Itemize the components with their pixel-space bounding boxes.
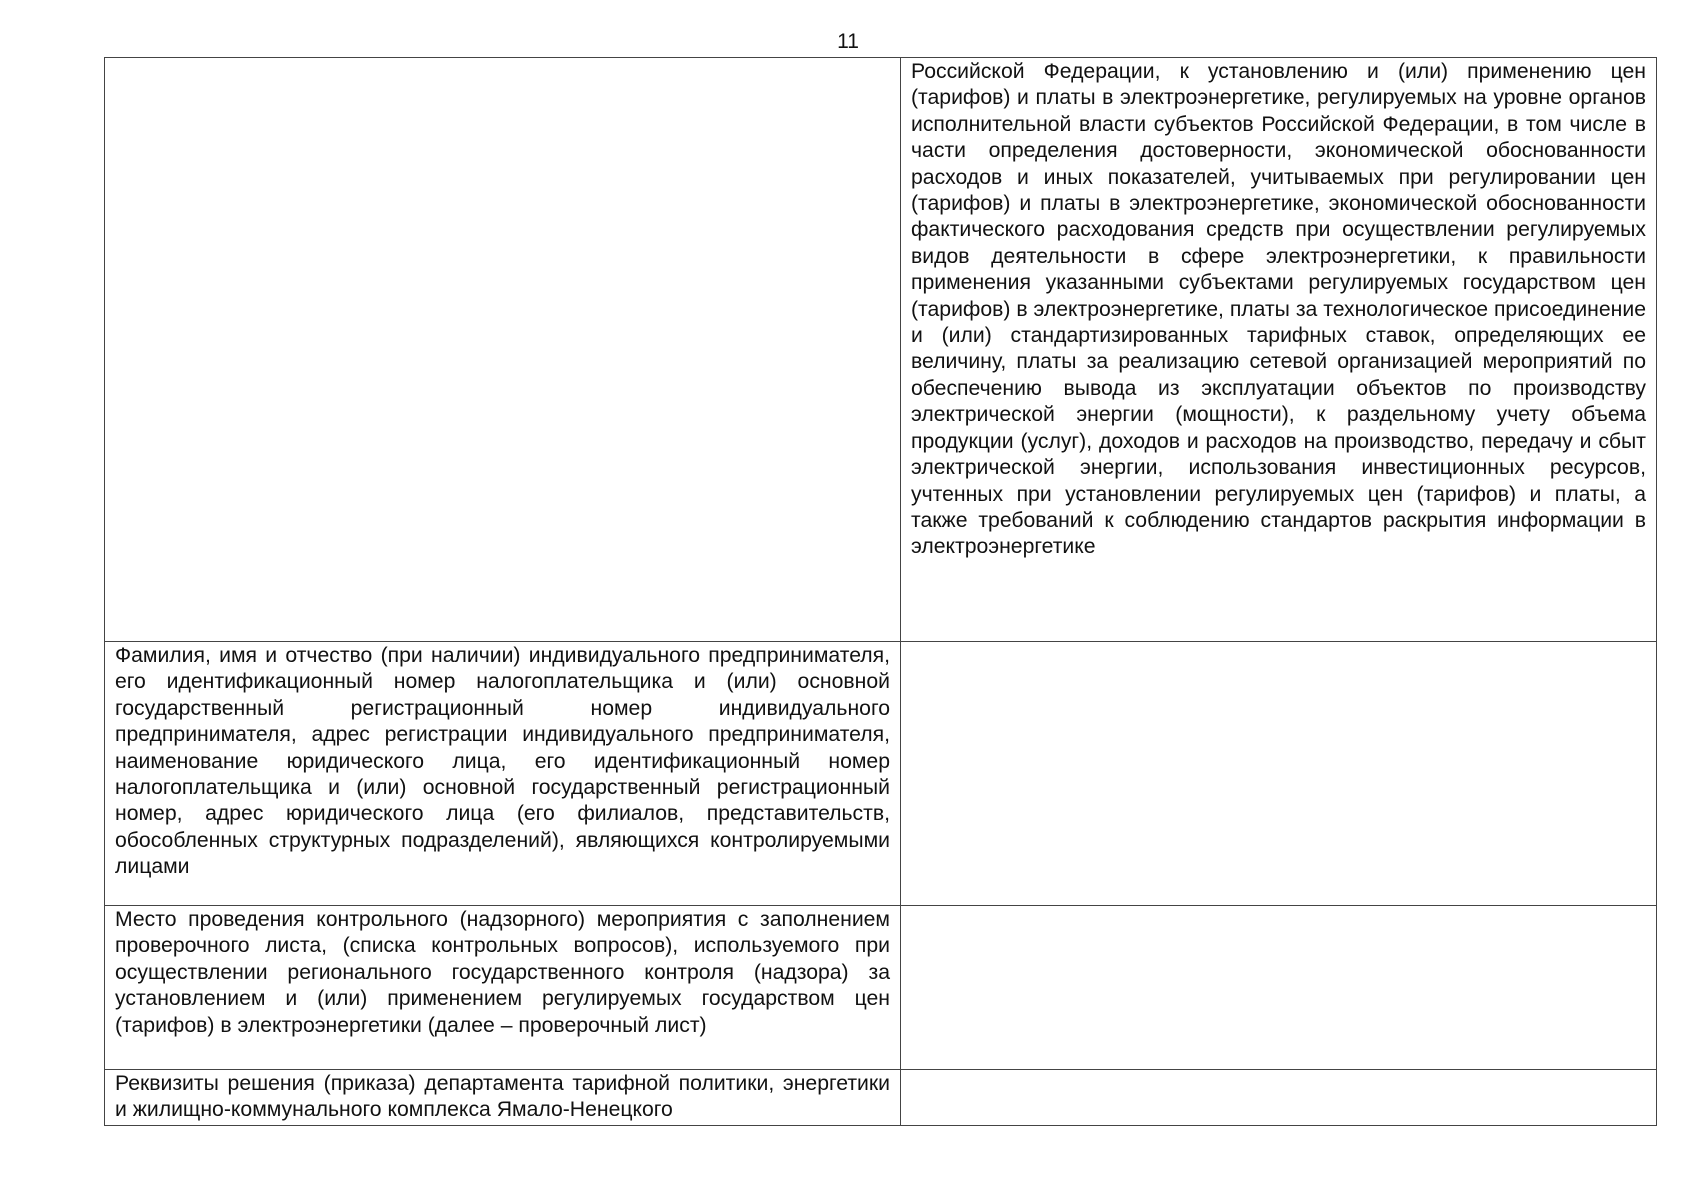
- table-cell-right: Российской Федерации, к установлению и (или) применению цен (тарифов) и платы в электроэнергетике, регулируемых на уровне органов исполнительной власти субъектов Российской Федерации, в том числе в части определения достоверности, экономической обоснованности расходов и иных показателей, учитываемых при регулировании цен (тарифов) и платы в электроэнергетике, экономической обоснованности фактического расходования средств при осуществлении регулируемых видов деятельности в сфере электроэнергетики, к правильности применения указанными субъектами регулируемых государством цен (тарифов) в электроэнергетике, платы за технологическое присоединение и (или) стандартизированных тарифных ставок, определяющих ее величину, платы за реализацию сетевой организацией мероприятий по обеспечению вывода из эксплуатации объектов по производству электрической энергии (мощности), к раздельному учету объема продукции (услуг), доходов и расходов на производство, передачу и сбыт электрической энергии, использования инвестиционных ресурсов, учтенных при установлении регулируемых цен (тарифов) и платы, а также требований к соблюдению стандартов раскрытия информации в электроэнергетике: [901, 58, 1657, 642]
- table-cell-right: [901, 642, 1657, 906]
- table-cell-right: [901, 906, 1657, 1070]
- table-row: [105, 58, 1657, 642]
- checklist-table: [104, 57, 1657, 1126]
- table-cell-left: Реквизиты решения (приказа) департамента тарифной политики, энергетики и жилищно-коммунального комплекса Ямало-Ненецкого: [105, 1070, 901, 1126]
- page-number: 11: [837, 30, 859, 53]
- table-row: [105, 906, 1657, 1070]
- table-row: [105, 642, 1657, 906]
- table-cell-left: Место проведения контрольного (надзорного) мероприятия с заполнением проверочного листа, (списка контрольных вопросов), используемого при осуществлении регионального государственного контроля (надзора) за установлением и (или) применением регулируемых государством цен (тарифов) в электроэнергетики (далее – проверочный лист): [105, 906, 901, 1070]
- table-cell-left: [105, 58, 901, 642]
- table-cell-right: [901, 1070, 1657, 1126]
- table-row: [105, 1070, 1657, 1126]
- table-cell-left: Фамилия, имя и отчество (при наличии) индивидуального предпринимателя, его идентификационный номер налогоплательщика и (или) основной государственный регистрационный номер индивидуального предпринимателя, адрес регистрации индивидуального предпринимателя, наименование юридического лица, его идентификационный номер налогоплательщика и (или) основной государственный регистрационный номер, адрес юридического лица (его филиалов, представительств, обособленных структурных подразделений), являющихся контролируемыми лицами: [105, 642, 901, 906]
